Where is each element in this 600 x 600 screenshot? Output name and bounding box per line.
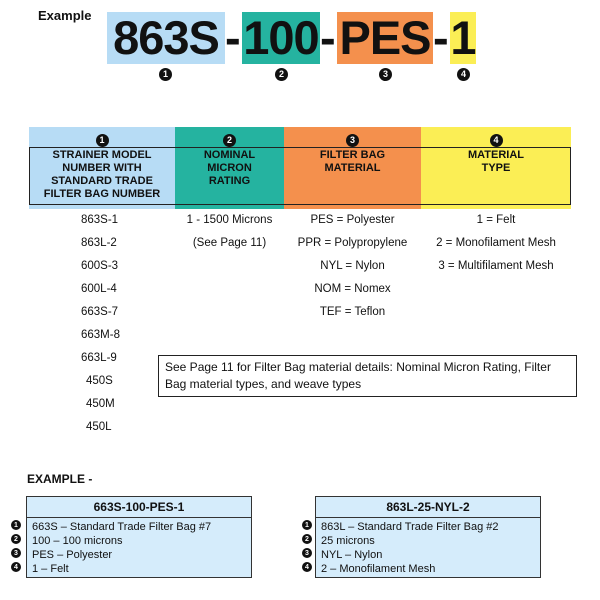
example-line: NYL – Nylon (321, 549, 383, 561)
header-micron-title: NOMINAL MICRON RATING (203, 149, 256, 187)
number-4-icon: 4 (302, 562, 312, 572)
example-box-2 (315, 496, 541, 578)
material-note: See Page 11 for Filter Bag material details: Nominal Micron Rating, Filter Bag material types, and weave types (158, 355, 577, 397)
number-1-icon: 1 (11, 520, 21, 530)
list-item: 663L-9 (81, 352, 117, 364)
code-segment-type: 1 (450, 11, 476, 64)
model-list (81, 213, 120, 443)
number-1-icon: 1 (159, 68, 172, 81)
list-item: TEF = Teflon (319, 306, 386, 318)
number-1-icon: 1 (96, 134, 109, 147)
number-4-icon: 4 (11, 562, 21, 572)
number-3-icon: 3 (346, 134, 359, 147)
example-line: PES – Polyester (32, 549, 113, 561)
list-item: 663M-8 (81, 329, 120, 341)
micron-list (175, 213, 284, 259)
number-2-icon: 2 (223, 134, 236, 147)
example-label: Example (38, 8, 92, 23)
list-item: (See Page 11) (192, 237, 267, 249)
example-1-title: 663S-100-PES-1 (27, 497, 251, 518)
list-item: 3 = Multifilament Mesh (438, 260, 554, 272)
number-2-icon: 2 (11, 534, 21, 544)
number-4-icon: 4 (457, 68, 470, 81)
number-1-icon: 1 (302, 520, 312, 530)
example-line: 1 – Felt (32, 563, 69, 575)
list-item: PES = Polyester (310, 214, 395, 226)
list-item: 1 = Felt (476, 214, 516, 226)
list-item: 450M (86, 398, 115, 410)
number-3-icon: 3 (302, 548, 312, 558)
example-2-numbers (302, 518, 312, 574)
code-segment-micron: 100 (243, 11, 319, 64)
list-item: 450S (86, 375, 113, 387)
number-4-icon: 4 (490, 134, 503, 147)
code-segment-model: 863S (107, 12, 225, 64)
list-item: 863S-1 (81, 214, 119, 226)
examples-label: EXAMPLE - (27, 472, 93, 486)
example-2-title: 863L-25-NYL-2 (316, 497, 540, 518)
code-separator-1: - (225, 11, 241, 64)
list-item: 863L-2 (81, 237, 117, 249)
code-separator-2: - (320, 11, 336, 64)
number-2-icon: 2 (302, 534, 312, 544)
list-item: 450L (86, 421, 112, 433)
example-1-numbers (11, 518, 21, 574)
header-material-title: FILTER BAG MATERIAL (319, 149, 386, 174)
example-line: 663S – Standard Trade Filter Bag #7 (32, 521, 212, 533)
number-3-icon: 3 (379, 68, 392, 81)
header-type-title: MATERIAL TYPE (467, 149, 524, 174)
list-item: 1 - 1500 Microns (186, 214, 273, 226)
number-3-icon: 3 (11, 548, 21, 558)
example-box-1 (26, 496, 252, 578)
list-item: 2 = Monofilament Mesh (436, 237, 556, 249)
example-line: 100 – 100 microns (32, 535, 123, 547)
list-item: 600L-4 (81, 283, 117, 295)
list-item: 600S-3 (81, 260, 119, 272)
list-item: NYL = Nylon (320, 260, 385, 272)
example-line: 2 – Monofilament Mesh (321, 563, 436, 575)
list-item: 663S-7 (81, 306, 119, 318)
header-model-title: STRAINER MODEL NUMBER WITH STANDARD TRADE FILTER BAG NUMBER (43, 149, 161, 200)
number-2-icon: 2 (275, 68, 288, 81)
list-item: NOM = Nomex (314, 283, 391, 295)
code-segment-material: PES (337, 12, 433, 64)
list-item: PPR = Polypropylene (297, 237, 408, 249)
example-line: 25 microns (321, 535, 375, 547)
type-list (421, 213, 571, 282)
example-line: 863L – Standard Trade Filter Bag #2 (321, 521, 499, 533)
header-border (29, 147, 571, 205)
material-list (284, 213, 421, 328)
code-separator-3: - (433, 11, 449, 64)
